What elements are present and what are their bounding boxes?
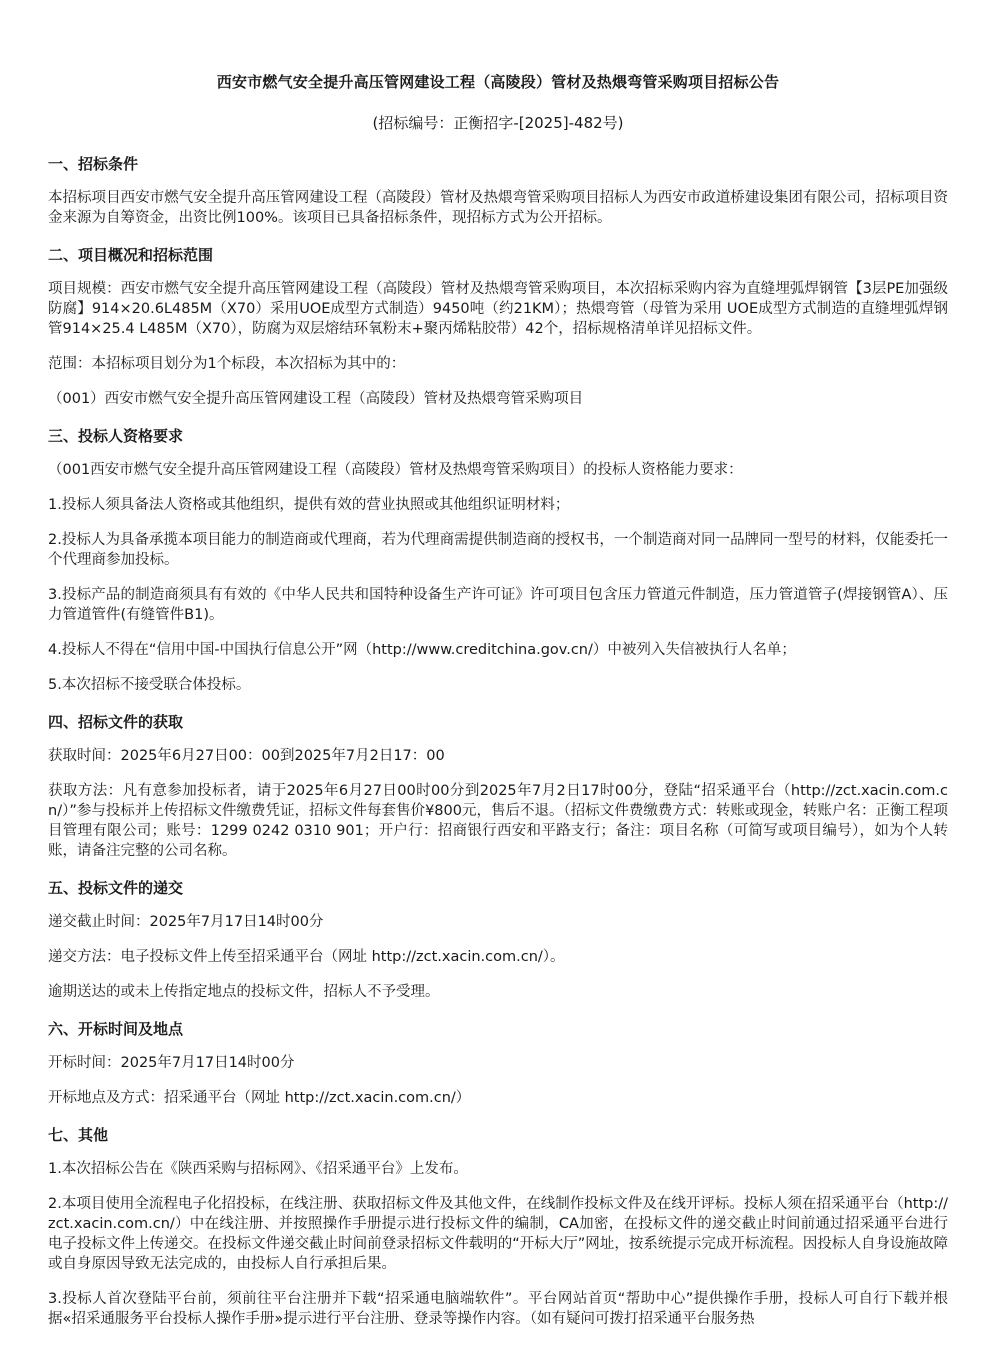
section-paragraph: 项目规模：西安市燃气安全提升高压管网建设工程（高陵段）管材及热煨弯管采购项目，本次招标采购内容为直缝埋弧焊钢管【3层PE加强级防腐】914×20.6L485M（X70）采用UOE成型方式制造）9450吨（约21KM）；热煨弯管（母管为采用 UOE成型方式制造的直缝埋弧焊钢管914×25.4 L485M（X70），防腐为双层熔结环氧粉末+聚丙烯粘胶带）42个，招标规格清单详见招标文件。	[48, 281, 948, 337]
section-paragraph: 获取时间：2025年6月27日00：00到2025年7月2日17：00	[48, 748, 445, 764]
section-paragraph: 开标时间：2025年7月17日14时00分	[48, 1055, 295, 1071]
section-paragraph: 2.本项目使用全流程电子化招投标，在线注册、获取招标文件及其他文件，在线制作投标文件及在线开评标。投标人须在招采通平台（http://zct.xacin.com.cn/）中在线注册、并按照操作手册提示进行投标文件的编制，CA加密，在投标文件的递交截止时间前通过招采通平台进行电子投标文件上传递交。在投标文件递交截止时间前登录招标文件载明的“开标大厅”网址，按系统提示完成开标流程。因投标人自身设施故障或自身原因导致无法完成的，由投标人自行承担后果。	[48, 1196, 948, 1272]
section-heading: 一、招标条件	[48, 155, 139, 173]
section-paragraph: 递交截止时间：2025年7月17日14时00分	[48, 914, 324, 930]
section-heading: 四、招标文件的获取	[48, 713, 184, 731]
section-paragraph: 3.投标产品的制造商须具有有效的《中华人民共和国特种设备生产许可证》许可项目包含压力管道元件制造，压力管道管子(焊接钢管A）、压力管道管件(有缝管件B1)。	[48, 587, 948, 623]
section-paragraph: 4.投标人不得在“信用中国-中国执行信息公开”网（http://www.creditchina.gov.cn/）中被列入失信被执行人名单；	[48, 642, 796, 658]
section-paragraph: （001西安市燃气安全提升高压管网建设工程（高陵段）管材及热煨弯管采购项目）的投标人资格能力要求：	[48, 462, 743, 478]
section-paragraph: 开标地点及方式：招采通平台（网址 http://zct.xacin.com.cn/）	[48, 1090, 471, 1106]
document-title: 西安市燃气安全提升高压管网建设工程（高陵段）管材及热煨弯管采购项目招标公告	[216, 73, 780, 91]
section-paragraph: 3.投标人首次登陆平台前，须前往平台注册并下载“招采通电脑端软件”。平台网站首页“帮助中心”提供操作手册，投标人可自行下载并根据«招采通服务平台投标人操作手册»提示进行平台注册、登录等操作内容。（如有疑问可拨打招采通平台服务热	[48, 1291, 948, 1327]
section-paragraph: 逾期送达的或未上传指定地点的投标文件，招标人不予受理。	[48, 984, 440, 1000]
document-body	[48, 152, 948, 1329]
section-paragraph: （001）西安市燃气安全提升高压管网建设工程（高陵段）管材及热煨弯管采购项目	[48, 391, 584, 407]
section-paragraph: 1.本次招标公告在《陕西采购与招标网》、《招采通平台》上发布。	[48, 1161, 468, 1177]
section-paragraph: 本招标项目西安市燃气安全提升高压管网建设工程（高陵段）管材及热煨弯管采购项目招标人为西安市政道桥建设集团有限公司，招标项目资金来源为自筹资金，出资比例100%。该项目已具备招标条件，现招标方式为公开招标。	[48, 190, 948, 226]
section-paragraph: 5.本次招标不接受联合体投标。	[48, 677, 251, 693]
section-paragraph: 1.投标人须具备法人资格或其他组织，提供有效的营业执照或其他组织证明材料；	[48, 497, 570, 513]
section-paragraph: 获取方法：凡有意参加投标者，请于2025年6月27日00时00分到2025年7月2日17时00分，登陆“招采通平台（http://zct.xacin.com.cn/）”参与投标并上传招标文件缴费凭证，招标文件每套售价¥800元，售后不退。（招标文件费缴费方式：转账或现金，转账户名：正衡工程项目管理有限公司；账号：1299 0242 0310 901；开户行：招商银行西安和平路支行；备注：项目名称（可简写或项目编号），如为个人转账，请备注完整的公司名称。	[48, 783, 948, 859]
section-heading: 七、其他	[48, 1126, 109, 1144]
section-paragraph: 2.投标人为具备承揽本项目能力的制造商或代理商，若为代理商需提供制造商的授权书，一个制造商对同一品牌同一型号的材料，仅能委托一个代理商参加投标。	[48, 532, 948, 568]
tender-number: (招标编号：正衡招字-[2025]-482号)	[372, 114, 624, 132]
section-heading: 五、投标文件的递交	[48, 879, 184, 897]
section-paragraph: 递交方法：电子投标文件上传至招采通平台（网址 http://zct.xacin.com.cn/）。	[48, 949, 565, 965]
section-paragraph: 范围：本招标项目划分为1个标段，本次招标为其中的：	[48, 356, 406, 372]
section-heading: 三、投标人资格要求	[48, 427, 184, 445]
section-heading: 六、开标时间及地点	[48, 1020, 184, 1038]
section-heading: 二、项目概况和招标范围	[48, 246, 214, 264]
